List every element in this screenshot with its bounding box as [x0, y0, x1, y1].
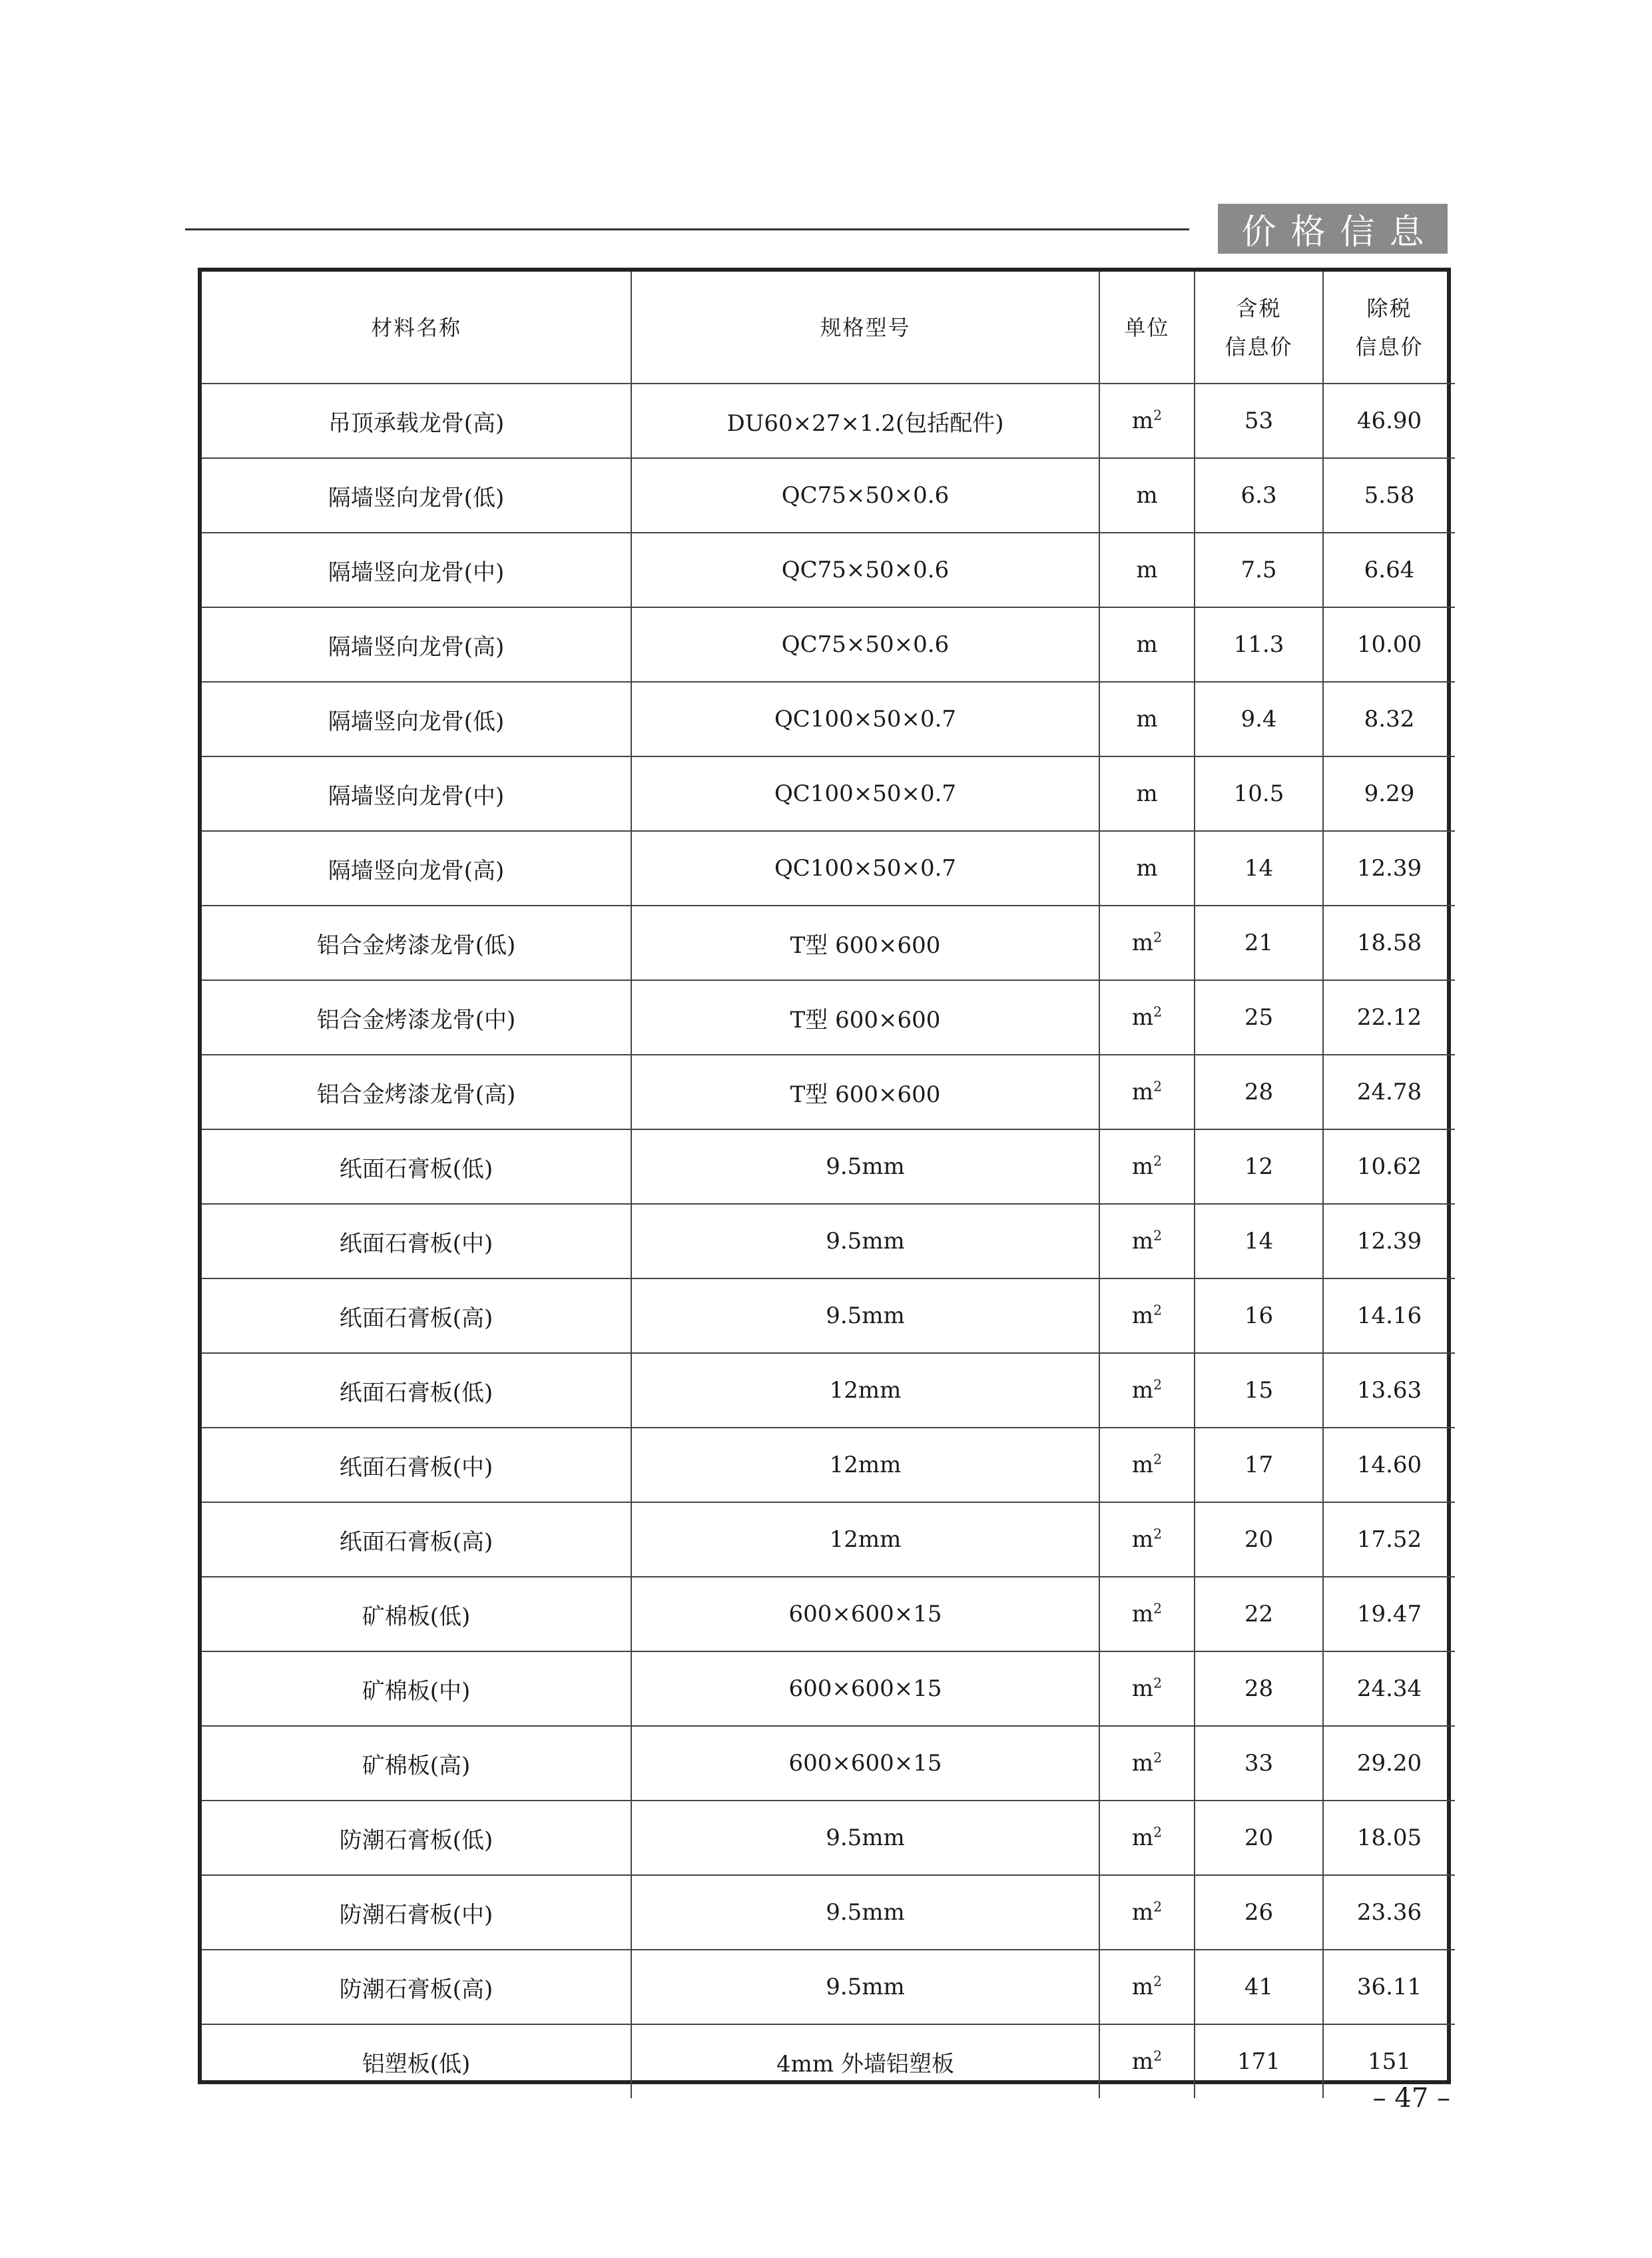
- table-row: [202, 607, 1455, 682]
- price-without-tax-cell: 12.39: [1323, 831, 1455, 906]
- price-with-tax-cell: 20: [1195, 1801, 1323, 1875]
- specification-cell: 9.5mm: [631, 1950, 1099, 2024]
- price-with-tax-cell: 21: [1195, 906, 1323, 980]
- table-row: [202, 1055, 1455, 1129]
- price-without-tax-cell: 14.16: [1323, 1278, 1455, 1353]
- table-row: [202, 1353, 1455, 1428]
- unit-cell: $m^2$: [1099, 1204, 1195, 1278]
- specification-cell: QC100×50×0.7: [631, 831, 1099, 906]
- specification-cell: T型 600×600: [631, 980, 1099, 1055]
- specification-cell: 9.5mm: [631, 1204, 1099, 1278]
- price-with-tax-cell: 17: [1195, 1428, 1323, 1502]
- specification-cell: DU60×27×1.2(包括配件): [631, 384, 1099, 458]
- material-name-cell: 隔墙竖向龙骨(高): [202, 607, 631, 682]
- unit-cell: $m^2$: [1099, 1055, 1195, 1129]
- specification-cell: 9.5mm: [631, 1875, 1099, 1950]
- price-without-tax-cell: 9.29: [1323, 756, 1455, 831]
- page-number: – 47 –: [1372, 2083, 1450, 2114]
- unit-cell: m: [1099, 756, 1195, 831]
- price-with-tax-cell: 12: [1195, 1129, 1323, 1204]
- material-name-cell: 防潮石膏板(低): [202, 1801, 631, 1875]
- unit-cell: $m^2$: [1099, 906, 1195, 980]
- price-table-frame: [198, 268, 1451, 2084]
- unit-cell: $m^2$: [1099, 1950, 1195, 2024]
- table-row: [202, 1204, 1455, 1278]
- unit-cell: $m^2$: [1099, 1502, 1195, 1577]
- section-title: 价格信息: [1218, 204, 1448, 254]
- table-row: [202, 1278, 1455, 1353]
- specification-cell: QC75×50×0.6: [631, 458, 1099, 533]
- column-header-unit: 单位: [1099, 272, 1195, 384]
- material-name-cell: 吊顶承载龙骨(高): [202, 384, 631, 458]
- specification-cell: 9.5mm: [631, 1801, 1099, 1875]
- price-without-tax-cell: 17.52: [1323, 1502, 1455, 1577]
- column-header-material-name: 材料名称: [202, 272, 631, 384]
- material-name-cell: 纸面石膏板(中): [202, 1428, 631, 1502]
- unit-cell: $m^2$: [1099, 2024, 1195, 2098]
- material-name-cell: 矿棉板(低): [202, 1577, 631, 1651]
- table-row: [202, 384, 1455, 458]
- specification-cell: 600×600×15: [631, 1577, 1099, 1651]
- price-without-tax-cell: 23.36: [1323, 1875, 1455, 1950]
- table-row: [202, 2024, 1455, 2098]
- table-row: [202, 1129, 1455, 1204]
- specification-cell: T型 600×600: [631, 906, 1099, 980]
- material-name-cell: 纸面石膏板(中): [202, 1204, 631, 1278]
- price-with-tax-cell: 15: [1195, 1353, 1323, 1428]
- material-name-cell: 铝塑板(低): [202, 2024, 631, 2098]
- price-without-tax-cell: 18.05: [1323, 1801, 1455, 1875]
- table-row: [202, 1875, 1455, 1950]
- price-without-tax-cell: 8.32: [1323, 682, 1455, 756]
- table-row: [202, 533, 1455, 607]
- unit-cell: $m^2$: [1099, 1278, 1195, 1353]
- material-name-cell: 纸面石膏板(高): [202, 1278, 631, 1353]
- unit-cell: $m^2$: [1099, 1353, 1195, 1428]
- column-header-price-with-tax: 含税 信息价: [1195, 272, 1323, 384]
- table-body: [202, 384, 1455, 2098]
- price-with-tax-cell: 11.3: [1195, 607, 1323, 682]
- price-with-tax-cell: 14: [1195, 831, 1323, 906]
- table-row: [202, 1651, 1455, 1726]
- column-header-specification: 规格型号: [631, 272, 1099, 384]
- header-rule: [185, 228, 1189, 230]
- price-with-tax-cell: 53: [1195, 384, 1323, 458]
- specification-cell: 4mm 外墙铝塑板: [631, 2024, 1099, 2098]
- price-without-tax-cell: 24.34: [1323, 1651, 1455, 1726]
- specification-cell: 600×600×15: [631, 1651, 1099, 1726]
- material-name-cell: 隔墙竖向龙骨(低): [202, 458, 631, 533]
- price-without-tax-cell: 19.47: [1323, 1577, 1455, 1651]
- material-name-cell: 隔墙竖向龙骨(中): [202, 756, 631, 831]
- table-row: [202, 756, 1455, 831]
- price-without-tax-cell: 6.64: [1323, 533, 1455, 607]
- price-without-tax-cell: 46.90: [1323, 384, 1455, 458]
- price-without-tax-cell: 10.62: [1323, 1129, 1455, 1204]
- unit-cell: m: [1099, 458, 1195, 533]
- unit-cell: $m^2$: [1099, 1577, 1195, 1651]
- price-without-tax-cell: 36.11: [1323, 1950, 1455, 2024]
- unit-cell: $m^2$: [1099, 384, 1195, 458]
- price-without-tax-cell: 12.39: [1323, 1204, 1455, 1278]
- unit-cell: $m^2$: [1099, 980, 1195, 1055]
- specification-cell: 600×600×15: [631, 1726, 1099, 1801]
- specification-cell: T型 600×600: [631, 1055, 1099, 1129]
- table-row: [202, 831, 1455, 906]
- material-name-cell: 隔墙竖向龙骨(中): [202, 533, 631, 607]
- material-name-cell: 隔墙竖向龙骨(高): [202, 831, 631, 906]
- price-without-tax-cell: 151: [1323, 2024, 1455, 2098]
- specification-cell: 12mm: [631, 1502, 1099, 1577]
- material-name-cell: 铝合金烤漆龙骨(高): [202, 1055, 631, 1129]
- price-with-tax-cell: 6.3: [1195, 458, 1323, 533]
- unit-cell: m: [1099, 533, 1195, 607]
- price-with-tax-cell: 171: [1195, 2024, 1323, 2098]
- material-name-cell: 铝合金烤漆龙骨(低): [202, 906, 631, 980]
- price-without-tax-cell: 5.58: [1323, 458, 1455, 533]
- price-with-tax-cell: 26: [1195, 1875, 1323, 1950]
- table-row: [202, 1577, 1455, 1651]
- table-row: [202, 458, 1455, 533]
- price-with-tax-cell: 22: [1195, 1577, 1323, 1651]
- table-row: [202, 1502, 1455, 1577]
- material-name-cell: 矿棉板(高): [202, 1726, 631, 1801]
- price-with-tax-cell: 9.4: [1195, 682, 1323, 756]
- table-row: [202, 1950, 1455, 2024]
- table-row: [202, 682, 1455, 756]
- unit-cell: $m^2$: [1099, 1129, 1195, 1204]
- price-with-tax-cell: 33: [1195, 1726, 1323, 1801]
- material-name-cell: 矿棉板(中): [202, 1651, 631, 1726]
- unit-cell: $m^2$: [1099, 1801, 1195, 1875]
- specification-cell: QC75×50×0.6: [631, 607, 1099, 682]
- price-with-tax-cell: 20: [1195, 1502, 1323, 1577]
- table-row: [202, 1726, 1455, 1801]
- material-name-cell: 铝合金烤漆龙骨(中): [202, 980, 631, 1055]
- specification-cell: QC75×50×0.6: [631, 533, 1099, 607]
- price-with-tax-cell: 28: [1195, 1651, 1323, 1726]
- material-name-cell: 防潮石膏板(高): [202, 1950, 631, 2024]
- table-row: [202, 1801, 1455, 1875]
- price-with-tax-cell: 16: [1195, 1278, 1323, 1353]
- price-with-tax-cell: 7.5: [1195, 533, 1323, 607]
- material-name-cell: 纸面石膏板(低): [202, 1129, 631, 1204]
- specification-cell: 9.5mm: [631, 1278, 1099, 1353]
- specification-cell: 12mm: [631, 1353, 1099, 1428]
- price-with-tax-cell: 41: [1195, 1950, 1323, 2024]
- price-without-tax-cell: 13.63: [1323, 1353, 1455, 1428]
- specification-cell: 12mm: [631, 1428, 1099, 1502]
- price-with-tax-cell: 25: [1195, 980, 1323, 1055]
- specification-cell: QC100×50×0.7: [631, 756, 1099, 831]
- material-name-cell: 隔墙竖向龙骨(低): [202, 682, 631, 756]
- table-row: [202, 980, 1455, 1055]
- table-row: [202, 906, 1455, 980]
- material-name-cell: 纸面石膏板(低): [202, 1353, 631, 1428]
- unit-cell: m: [1099, 831, 1195, 906]
- material-name-cell: 纸面石膏板(高): [202, 1502, 631, 1577]
- unit-cell: m: [1099, 607, 1195, 682]
- price-without-tax-cell: 24.78: [1323, 1055, 1455, 1129]
- table-header-row: [202, 272, 1455, 384]
- unit-cell: $m^2$: [1099, 1651, 1195, 1726]
- price-without-tax-cell: 29.20: [1323, 1726, 1455, 1801]
- price-table: [202, 272, 1455, 2098]
- material-name-cell: 防潮石膏板(中): [202, 1875, 631, 1950]
- unit-cell: $m^2$: [1099, 1726, 1195, 1801]
- specification-cell: QC100×50×0.7: [631, 682, 1099, 756]
- price-with-tax-cell: 10.5: [1195, 756, 1323, 831]
- unit-cell: $m^2$: [1099, 1875, 1195, 1950]
- unit-cell: $m^2$: [1099, 1428, 1195, 1502]
- price-without-tax-cell: 22.12: [1323, 980, 1455, 1055]
- price-without-tax-cell: 10.00: [1323, 607, 1455, 682]
- price-without-tax-cell: 14.60: [1323, 1428, 1455, 1502]
- price-without-tax-cell: 18.58: [1323, 906, 1455, 980]
- unit-cell: m: [1099, 682, 1195, 756]
- specification-cell: 9.5mm: [631, 1129, 1099, 1204]
- column-header-price-without-tax: 除税 信息价: [1323, 272, 1455, 384]
- price-with-tax-cell: 14: [1195, 1204, 1323, 1278]
- price-with-tax-cell: 28: [1195, 1055, 1323, 1129]
- table-row: [202, 1428, 1455, 1502]
